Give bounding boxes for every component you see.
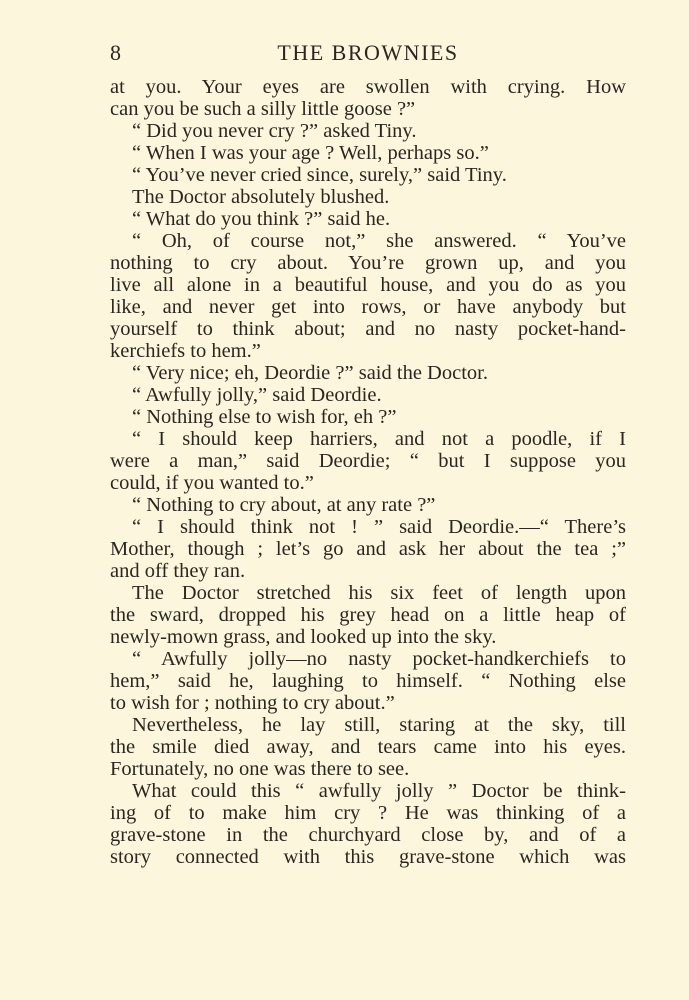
text-line: kerchiefs to hem.” [110,340,261,362]
text-line: hem,” said he, laughing to himself. “ Nothing else [110,670,626,692]
text-line: like, and never get into rows, or have anybody but [110,296,626,318]
text-line: “ Did you never cry ?” asked Tiny. [132,120,417,142]
text-line: Mother, though ; let’s go and ask her about the tea ;” [110,538,626,560]
text-line: Nevertheless, he lay still, staring at the sky, till [132,714,626,736]
text-line: “ I should think not ! ” said Deordie.—“ There’s [132,516,626,538]
text-line: “ What do you think ?” said he. [132,208,391,230]
text-line: “ You’ve never cried since, surely,” said Tiny. [132,164,507,186]
text-line: newly-mown grass, and looked up into the sky. [110,626,497,648]
text-line: yourself to think about; and no nasty pocket-hand- [110,318,626,340]
body-text [110,76,626,868]
text-line: and off they ran. [110,560,246,582]
text-line: “ Nothing to cry about, at any rate ?” [132,494,436,516]
text-line: ing of to make him cry ? He was thinking of a [110,802,626,824]
text-line: What could this “ awfully jolly ” Doctor be think- [132,780,626,802]
text-line: Fortunately, no one was there to see. [110,758,410,780]
text-line: grave-stone in the churchyard close by, and of a [110,824,626,846]
text-line: “ Oh, of course not,” she answered. “ You’ve [132,230,626,252]
text-line: live all alone in a beautiful house, and you do as you [110,274,626,296]
text-line: story connected with this grave-stone which was [110,846,626,868]
text-line: at you. Your eyes are swollen with crying. How [110,76,626,98]
text-line: “ Nothing else to wish for, eh ?” [132,406,397,428]
text-line: could, if you wanted to.” [110,472,314,494]
text-line: “ Very nice; eh, Deordie ?” said the Doctor. [132,362,488,384]
text-line: nothing to cry about. You’re grown up, and you [110,252,626,274]
text-line: The Doctor absolutely blushed. [132,186,390,208]
text-line: the sward, dropped his grey head on a little heap of [110,604,626,626]
page-number: 8 [110,40,121,65]
text-line: The Doctor stretched his six feet of length upon [132,582,626,604]
running-title: THE BROWNIES [277,40,459,65]
text-line: to wish for ; nothing to cry about.” [110,692,395,714]
text-line: “ I should keep harriers, and not a poodle, if I [132,428,626,450]
text-line: were a man,” said Deordie; “ but I suppose you [110,450,626,472]
page-header [110,38,626,68]
text-line: “ Awfully jolly—no nasty pocket-handkerchiefs to [132,648,626,670]
text-line: “ When I was your age ? Well, perhaps so.” [132,142,489,164]
text-line: “ Awfully jolly,” said Deordie. [132,384,382,406]
text-line: the smile died away, and tears came into his eyes. [110,736,626,758]
text-line: can you be such a silly little goose ?” [110,98,416,120]
